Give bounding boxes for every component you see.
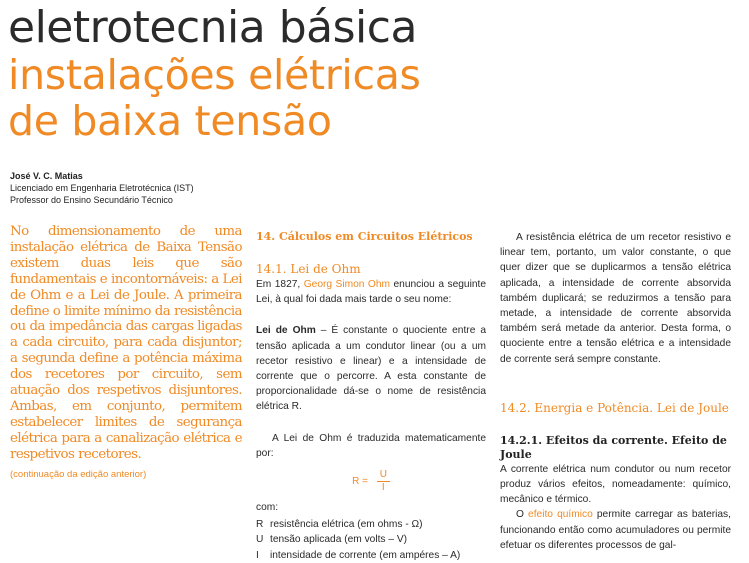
body-column-2 — [256, 230, 486, 563]
author-credential-1: Licenciado em Engenharia Eletrotécnica (IST) — [10, 183, 194, 193]
author-block — [10, 170, 194, 206]
formula-numerator: U — [377, 469, 390, 482]
def-text: intensidade de corrente (em ampéres – A) — [270, 549, 461, 561]
body-column-3 — [500, 230, 731, 553]
ohm-formula — [256, 469, 486, 494]
def-text: tensão aplicada (em volts – V) — [270, 534, 408, 546]
section-heading-14-2: 14.2. Energia e Potência. Lei de Joule — [500, 400, 729, 415]
intro-lead: No dimensionamento de uma instalação elétrica de Baixa Tensão existem duas leis que são fundamentais e incontornáveis: a Lei de Ohm e a Lei de Joule. A primeira define o limite mínimo da resistência ou da impedância das cargas ligadas a cada circuito, para cada disjuntor; a segunda define a potência máxima dos recetores por circuito, sem atuação dos respetivos disjuntores. Ambas, em conjunto, permitem estabelecer limites de segurança elétrica para a canalização elétrica e respetivos recetores. — [10, 224, 242, 462]
def-symbol: R — [256, 519, 264, 531]
article-title — [8, 4, 743, 144]
ohm-law-statement — [256, 323, 486, 414]
subsection-heading-14-1: 14.1. Lei de Ohm — [256, 262, 361, 276]
def-symbol: U — [256, 534, 264, 546]
formula-intro: A Lei de Ohm é traduzida matematicamente por: — [256, 432, 486, 459]
ohm-intro-paragraph — [256, 277, 486, 307]
definition-row — [256, 517, 486, 532]
ohm-intro-text: Em 1827, — [256, 279, 304, 290]
section-heading-14: 14. Cálculos em Circuitos Elétricos — [256, 230, 473, 243]
law-text: – É constante o quociente entre a tensão aplicada a um condutor linear (ou a um recetor resistivo e linear) e a intensidade de corrente que o percorre. A esta constante de proporcionalidade dá-se o nome de resistência elétrica R. — [256, 325, 486, 413]
com-label: com: — [256, 502, 279, 514]
chem-text: O — [516, 509, 529, 521]
resistance-paragraph: A resistência elétrica de um recetor resistivo e linear tem, portanto, um valor constante, o que quer dizer que se duplicarmos a tensão elétrica aplicada, a intensidade de corrente absorvida também duplicará; se reduzirmos a tensão para metade, a intensidade de corrente absorvida também será metade da anterior. Desta forma, o quociente entre a tensão elétrica e a intensidade de corrente será sempre constante. — [500, 232, 731, 365]
ohm-intro-text-end: enunciou a seguinte Lei, à qual foi dada mais tarde o seu nome: — [256, 279, 486, 306]
formula-lhs: R = — [352, 475, 368, 487]
author-name: José V. C. Matias — [10, 171, 83, 181]
series-title: eletrotecnia básica — [8, 2, 417, 53]
formula-fraction — [377, 469, 390, 494]
definition-row — [256, 548, 486, 563]
definition-row — [256, 532, 486, 547]
formula-denominator: I — [381, 482, 385, 494]
ohm-name-highlight: Georg Simon Ohm — [303, 279, 390, 290]
continuation-note: (continuação da edição anterior) — [10, 468, 147, 480]
article-title-line-1: instalações elétricas — [8, 51, 421, 99]
def-symbol: I — [256, 549, 259, 561]
def-text: resistência elétrica (em ohms - Ω) — [270, 519, 423, 531]
chem-text-end: permite carregar as baterias, funcionando então como acumuladores ou permite efetuar os diferentes processos de gal- — [500, 509, 731, 551]
effects-paragraph: A corrente elétrica num condutor ou num recetor produz vários efeitos, nomeadamente: químico, mecânico e térmico. — [500, 463, 731, 506]
article-title-line-2: de baixa tensão — [8, 97, 332, 145]
chemical-effect-highlight: efeito químico — [528, 509, 593, 521]
subsection-heading-14-2-1: 14.2.1. Efeitos da corrente. Efeito de Joule — [500, 433, 727, 461]
law-label: Lei de Ohm — [256, 325, 316, 337]
intro-column — [10, 224, 242, 480]
chemical-effect-paragraph — [500, 507, 731, 553]
variable-definitions — [256, 517, 486, 563]
author-credential-2: Professor do Ensino Secundário Técnico — [10, 195, 173, 205]
